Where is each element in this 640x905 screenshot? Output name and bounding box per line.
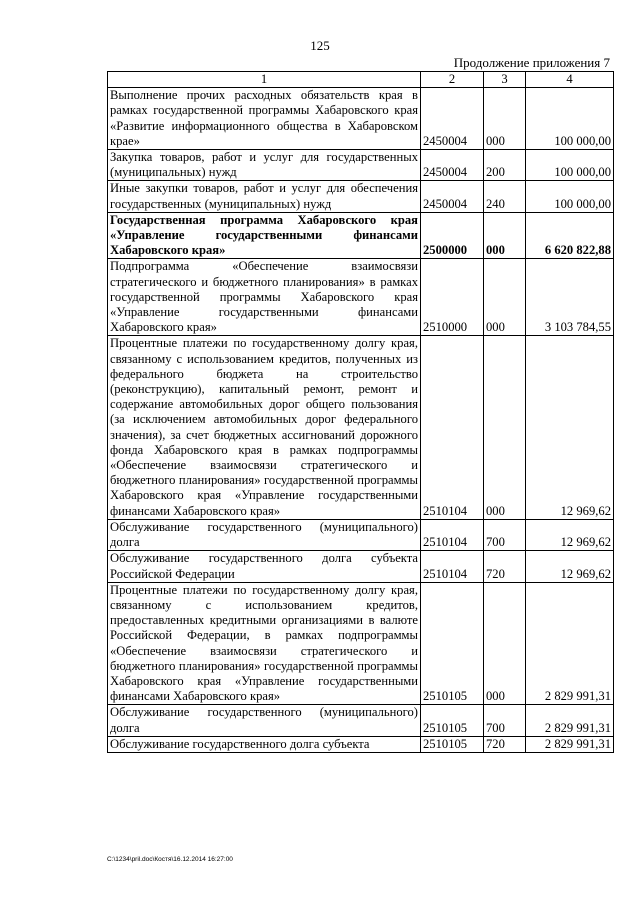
row-target-code: 2510104 (421, 336, 484, 519)
table-row (108, 582, 614, 705)
row-amount: 12 969,62 (526, 551, 614, 582)
row-expense-type: 000 (484, 88, 526, 150)
row-description: Обслуживание государственного (муниципального) долга (108, 519, 421, 550)
table-row (108, 519, 614, 550)
row-description: Выполнение прочих расходных обязательств края в рамках государственной программы Хабаровского края «Развитие информационного общества в Хабаровском крае» (108, 88, 421, 150)
row-expense-type: 000 (484, 582, 526, 705)
row-target-code: 2510105 (421, 705, 484, 736)
row-target-code: 2500000 (421, 212, 484, 259)
row-amount: 100 000,00 (526, 181, 614, 212)
row-target-code: 2510105 (421, 736, 484, 752)
column-header-type: 3 (484, 72, 526, 88)
row-amount: 100 000,00 (526, 150, 614, 181)
table-row (108, 212, 614, 259)
row-amount: 100 000,00 (526, 88, 614, 150)
row-description: Закупка товаров, работ и услуг для государственных (муниципальных) нужд (108, 150, 421, 181)
table-row (108, 336, 614, 519)
file-path-footer: C:\1234\pril.doc\Костя\16.12.2014 16:27:00 (107, 856, 233, 863)
table-header-row (108, 72, 614, 88)
row-description: Обслуживание государственного долга субъекта Российской Федерации (108, 551, 421, 582)
row-description: Государственная программа Хабаровского края «Управление государственными финансами Хабаровского края» (108, 212, 421, 259)
row-description: Процентные платежи по государственному долгу края, связанному с использованием кредитов, полученных из федерального бюджета на строительство (реконструкцию), капитальный ремонт, ремонт и содержание автомобильных дорог общего пользования (за исключением автомобильных дорог федерального значения), за счет бюджетных ассигнований дорожного фонда Хабаровского края в рамках подпрограммы «Обеспечение взаимосвязи стратегического и бюджетного планирования» государственной программы Хабаровского края «Управление государственными финансами Хабаровского края» (108, 336, 421, 519)
table-row (108, 181, 614, 212)
row-description: Обслуживание государственного долга субъекта (108, 736, 421, 752)
table-row (108, 736, 614, 752)
row-amount: 12 969,62 (526, 519, 614, 550)
row-description: Обслуживание государственного (муниципального) долга (108, 705, 421, 736)
page-number: 125 (310, 38, 330, 53)
row-target-code: 2510000 (421, 259, 484, 336)
row-expense-type: 720 (484, 551, 526, 582)
row-amount: 2 829 991,31 (526, 705, 614, 736)
row-amount: 2 829 991,31 (526, 582, 614, 705)
row-amount: 12 969,62 (526, 336, 614, 519)
row-description: Подпрограмма «Обеспечение взаимосвязи стратегического и бюджетного планирования» в рамках государственной программы Хабаровского края «Управление государственными финансами Хабаровского края» (108, 259, 421, 336)
table-row (108, 551, 614, 582)
column-header-code: 2 (421, 72, 484, 88)
row-expense-type: 000 (484, 212, 526, 259)
row-expense-type: 700 (484, 705, 526, 736)
row-expense-type: 000 (484, 259, 526, 336)
row-target-code: 2450004 (421, 181, 484, 212)
row-amount: 6 620 822,88 (526, 212, 614, 259)
table-row (108, 150, 614, 181)
appendix-continuation-label: Продолжение приложения 7 (453, 55, 610, 70)
row-expense-type: 240 (484, 181, 526, 212)
row-target-code: 2450004 (421, 88, 484, 150)
row-amount: 3 103 784,55 (526, 259, 614, 336)
row-amount: 2 829 991,31 (526, 736, 614, 752)
budget-table (107, 71, 614, 753)
table-row (108, 259, 614, 336)
table-row (108, 705, 614, 736)
column-header-amount: 4 (526, 72, 614, 88)
row-expense-type: 000 (484, 336, 526, 519)
column-header-description: 1 (108, 72, 421, 88)
row-expense-type: 700 (484, 519, 526, 550)
table-row (108, 88, 614, 150)
row-description: Иные закупки товаров, работ и услуг для обеспечения государственных (муниципальных) нужд (108, 181, 421, 212)
row-description: Процентные платежи по государственному долгу края, связанному с использованием кредитов, предоставленных кредитными организациями в валюте Российской Федерации, в рамках подпрограммы «Обеспечение взаимосвязи стратегического и бюджетного планирования» государственной программы Хабаровского края «Управление государственными финансами Хабаровского края» (108, 582, 421, 705)
row-expense-type: 720 (484, 736, 526, 752)
row-target-code: 2510104 (421, 551, 484, 582)
row-expense-type: 200 (484, 150, 526, 181)
row-target-code: 2510105 (421, 582, 484, 705)
row-target-code: 2450004 (421, 150, 484, 181)
row-target-code: 2510104 (421, 519, 484, 550)
table-body (108, 88, 614, 753)
